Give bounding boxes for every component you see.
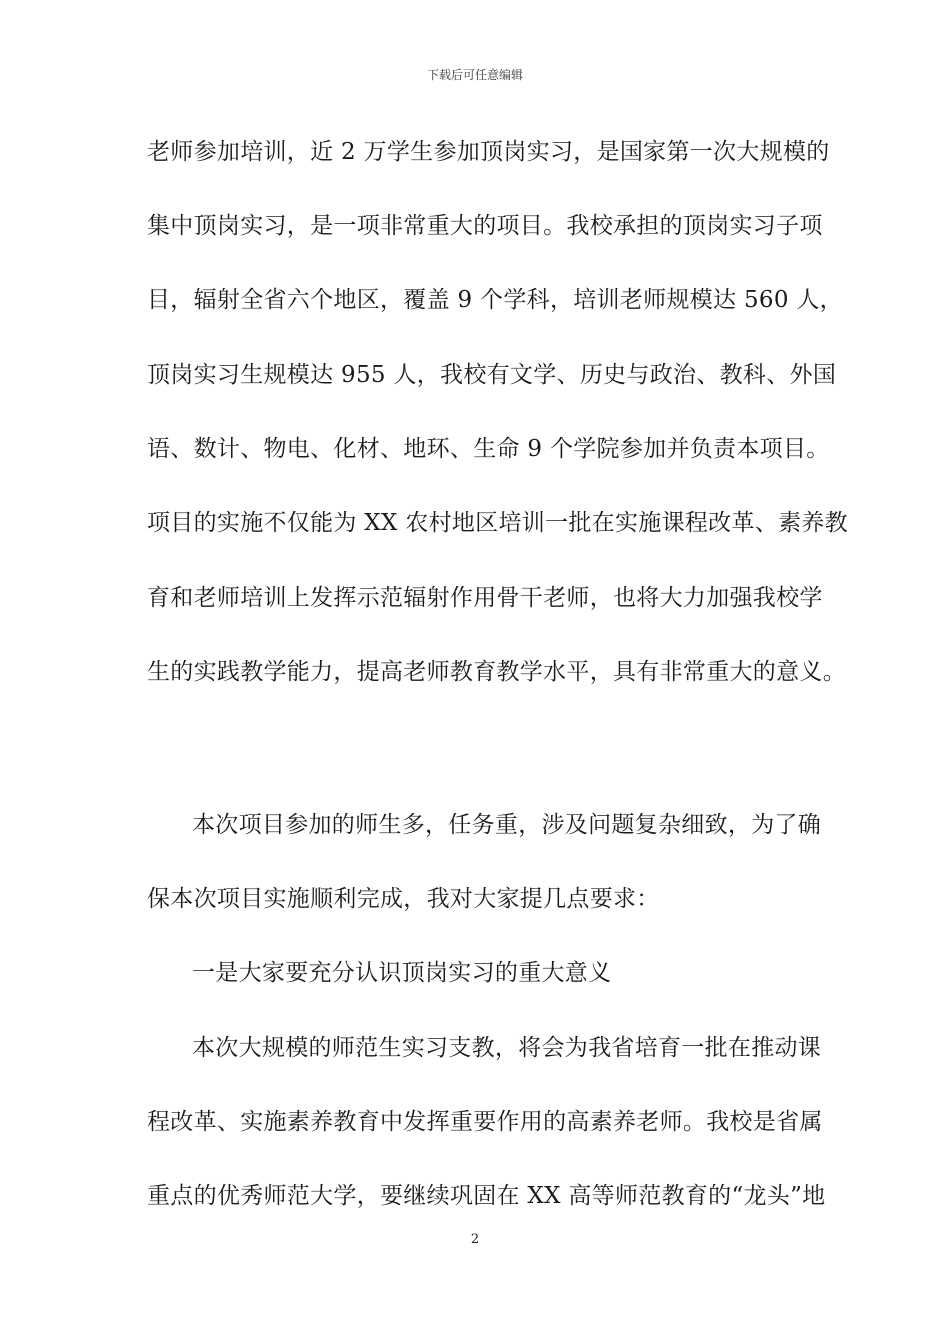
paragraph-line: 目，辐射全省六个地区，覆盖 9 个学科，培训老师规模达 560 人， (147, 287, 843, 313)
paragraph-line: 程改革、实施素养教育中发挥重要作用的高素养老师。我校是省属 (147, 1109, 823, 1135)
paragraph-line: 语、数计、物电、化材、地环、生命 9 个学院参加并负责本项目。 (147, 436, 830, 462)
paragraph-line: 育和老师培训上发挥示范辐射作用骨干老师，也将大力加强我校学 (147, 585, 823, 611)
paragraph-line: 项目的实施不仅能为 XX 农村地区培训一批在实施课程改革、素养教 (147, 510, 848, 536)
paragraph-line: 本次项目参加的师生多，任务重，涉及问题复杂细致，为了确 (192, 812, 822, 838)
paragraph-line: 生的实践教学能力，提高老师教育教学水平，具有非常重大的意义。 (147, 659, 846, 685)
section-point-heading: 一是大家要充分认识顶岗实习的重大意义 (192, 960, 612, 986)
paragraph-line: 保本次项目实施顺利完成，我对大家提几点要求： (147, 886, 660, 912)
paragraph-line: 重点的优秀师范大学，要继续巩固在 XX 高等师范教育的“龙头”地 (147, 1183, 826, 1209)
page-header: 下载后可任意编辑 (426, 68, 523, 82)
paragraph-line: 顶岗实习生规模达 955 人，我校有文学、历史与政治、教科、外国 (147, 362, 837, 388)
paragraph-line: 老师参加培训，近 2 万学生参加顶岗实习，是国家第一次大规模的 (147, 139, 830, 165)
page-number: 2 (470, 1232, 480, 1247)
paragraph-line: 集中顶岗实习，是一项非常重大的项目。我校承担的顶岗实习子项 (147, 213, 823, 239)
paragraph-line: 本次大规模的师范生实习支教，将会为我省培育一批在推动课 (192, 1035, 822, 1061)
